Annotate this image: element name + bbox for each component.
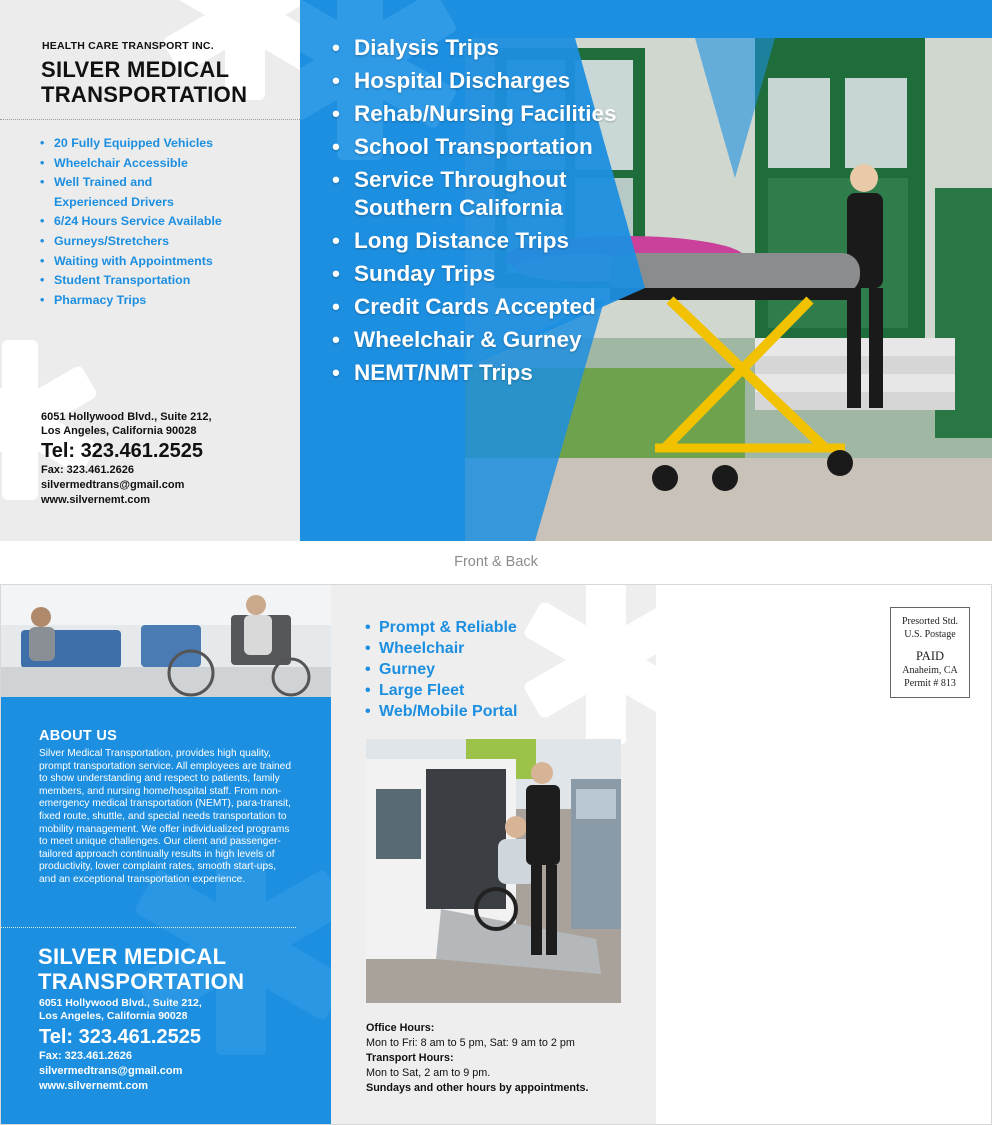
postage-line: U.S. Postage <box>904 629 956 640</box>
website: www.silvernemt.com <box>39 1080 149 1092</box>
front-features-list <box>40 134 222 310</box>
list-item: • 20 Fully Equipped Vehicles <box>40 134 222 154</box>
about-text: Silver Medical Transportation, provides high quality, prompt transportation service. All employees are trained to show understanding and respect to patients, family members, and nursing home/hospital staff. From non-emergency medical transportation (NEMT), para-transit, fixed route, shuttle, and special needs transportation to mobility management. We offer individualized programs to meet unique challenges. Our client and passenger-tailored approach continually results in high levels of productivity, lower complaint rates, smooth start-ups, and an exceptional transportation experience. <box>39 748 291 885</box>
list-item: • School Transportation <box>330 133 617 161</box>
company-name-line2: TRANSPORTATION <box>41 82 248 107</box>
list-item: • Sunday Trips <box>330 260 617 288</box>
transport-hours-label: Transport Hours: <box>366 1052 454 1064</box>
back-features-list <box>365 617 517 722</box>
address-line: Los Angeles, California 90028 <box>39 1010 188 1022</box>
list-item: • Prompt & Reliable <box>365 617 517 638</box>
email-address: silvermedtrans@gmail.com <box>39 1065 183 1077</box>
postage-paid: PAID <box>915 649 945 663</box>
divider <box>1 927 296 928</box>
list-item <box>330 166 617 221</box>
brochure-front <box>0 0 992 541</box>
list-item: • Student Transportation <box>40 271 222 291</box>
email-address: silvermedtrans@gmail.com <box>41 479 185 491</box>
list-item: • Rehab/Nursing Facilities <box>330 100 617 128</box>
fax-number: Fax: 323.461.2626 <box>39 1050 132 1062</box>
postage-line: Anaheim, CA <box>902 665 958 676</box>
fax-number: Fax: 323.461.2626 <box>41 464 134 476</box>
sundays-note: Sundays and other hours by appointments. <box>366 1082 589 1094</box>
list-item-line: Service Throughout <box>354 167 567 192</box>
asterisk-decoration-icon <box>521 585 656 745</box>
list-item: • 6/24 Hours Service Available <box>40 212 222 232</box>
office-hours: Mon to Fri: 8 am to 5 pm, Sat: 9 am to 2 pm <box>366 1037 575 1049</box>
list-item: • Dialysis Trips <box>330 34 617 62</box>
company-name <box>38 944 244 994</box>
list-item: • Credit Cards Accepted <box>330 293 617 321</box>
company-name <box>41 57 247 107</box>
list-item-line: Southern California <box>354 194 563 220</box>
phone-number: Tel: 323.461.2525 <box>41 440 203 462</box>
company-name-line2: TRANSPORTATION <box>38 969 245 994</box>
address-line: 6051 Hollywood Blvd., Suite 212, <box>41 411 212 423</box>
services-list <box>330 34 617 392</box>
list-item-line: Experienced Drivers <box>54 194 174 209</box>
company-name-line1: SILVER MEDICAL <box>41 57 230 82</box>
brochure-back <box>0 584 992 1125</box>
phone-number: Tel: 323.461.2525 <box>39 1026 201 1048</box>
about-title: ABOUT US <box>39 728 118 744</box>
list-item: • Wheelchair <box>365 638 517 659</box>
back-left-panel <box>1 585 331 1124</box>
list-item: • Gurneys/Stretchers <box>40 232 222 252</box>
company-tagline: HEALTH CARE TRANSPORT INC. <box>42 40 214 52</box>
list-item: • NEMT/NMT Trips <box>330 359 617 387</box>
website: www.silvernemt.com <box>41 494 151 506</box>
list-item: • Gurney <box>365 659 517 680</box>
list-item: • Wheelchair & Gurney <box>330 326 617 354</box>
back-contact-block <box>39 997 202 1094</box>
postage-line: Presorted Std. <box>901 616 959 627</box>
back-right-panel <box>656 585 991 1124</box>
list-item: • Hospital Discharges <box>330 67 617 95</box>
postage-line: Permit # 813 <box>904 678 956 689</box>
company-name-line1: SILVER MEDICAL <box>38 944 227 969</box>
list-item: • Pharmacy Trips <box>40 291 222 311</box>
list-item-line: Well Trained and <box>54 175 153 190</box>
list-item <box>40 173 222 212</box>
divider <box>0 119 300 120</box>
list-item: • Waiting with Appointments <box>40 252 222 272</box>
list-item: • Web/Mobile Portal <box>365 701 517 722</box>
hours-block <box>366 1021 589 1096</box>
front-back-caption: Front & Back <box>454 554 538 570</box>
waiting-room-photo <box>1 585 331 697</box>
front-left-panel <box>0 0 300 541</box>
postage-indicia <box>890 607 970 698</box>
address-line: 6051 Hollywood Blvd., Suite 212, <box>39 997 202 1009</box>
list-item: • Wheelchair Accessible <box>40 154 222 174</box>
address-line: Los Angeles, California 90028 <box>41 425 197 437</box>
list-item: • Long Distance Trips <box>330 227 617 255</box>
front-contact-block <box>41 410 212 508</box>
wheelchair-van-photo <box>366 739 621 1003</box>
office-hours-label: Office Hours: <box>366 1022 435 1034</box>
list-item: • Large Fleet <box>365 680 517 701</box>
transport-hours: Mon to Sat, 2 am to 9 pm. <box>366 1067 491 1079</box>
